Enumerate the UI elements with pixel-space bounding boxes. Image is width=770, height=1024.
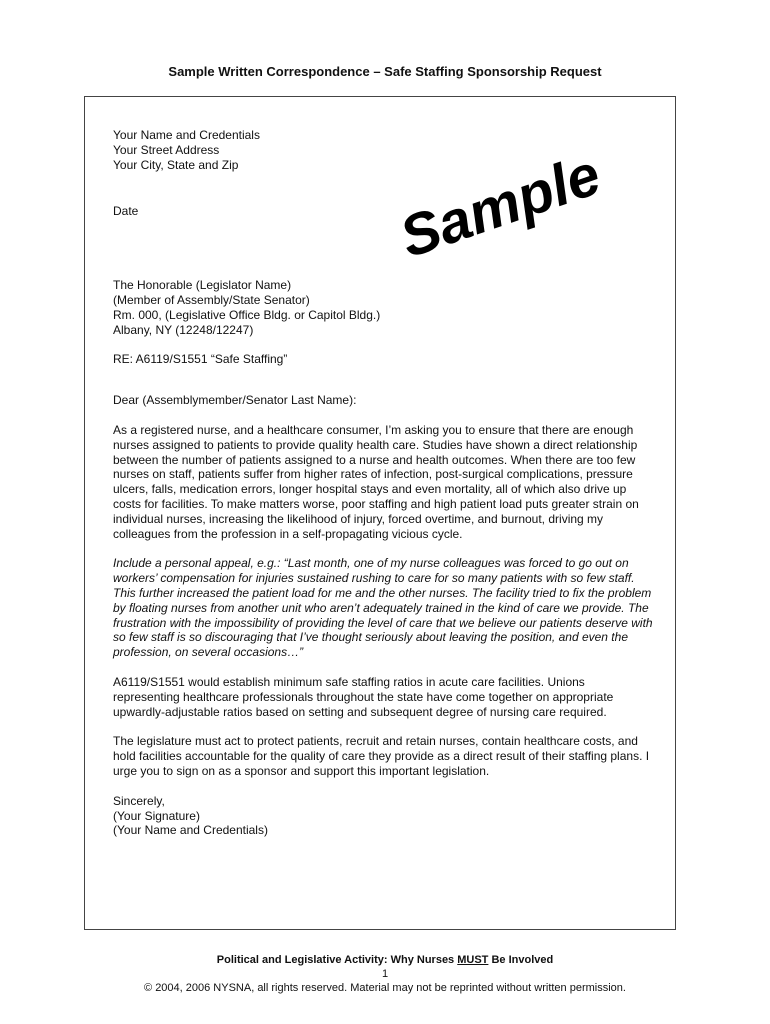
footer-title	[0, 954, 770, 966]
paragraph-line: representing healthcare professionals throughout the state have come together on appropriate	[113, 689, 614, 704]
re-line	[113, 352, 683, 367]
letter-closing	[113, 794, 683, 838]
copyright-notice: © 2004, 2006 NYSNA, all rights reserved. Material may not be reprinted without written permission.	[144, 982, 626, 994]
paragraph-line: As a registered nurse, and a healthcare consumer, I’m asking you to ensure that there are enough	[113, 422, 634, 437]
paragraph-line: by floating nurses from another unit who aren’t adequately trained in the kind of care we provide. The	[113, 600, 649, 615]
page-title: Sample Written Correspondence – Safe Staffing Sponsorship Request	[168, 64, 602, 79]
recipient-line: Rm. 000, (Legislative Office Bldg. or Capitol Bldg.)	[113, 307, 381, 322]
paragraph-personal-appeal	[113, 556, 683, 660]
recipient-address	[113, 278, 683, 337]
paragraph-line: profession, on several occasions…”	[113, 645, 304, 660]
paragraph-bill-summary	[113, 675, 683, 719]
paragraph-line: between the number of patients assigned to a nurse and health outcomes. When there are too few	[113, 452, 636, 467]
paragraph-intro	[113, 423, 683, 541]
sender-address	[113, 128, 683, 172]
closing-line: Sincerely,	[113, 793, 165, 808]
date-line: Date	[113, 204, 139, 219]
footer-title-end: Be Involved	[488, 954, 554, 966]
recipient-line: Albany, NY (12248/12247)	[113, 322, 254, 337]
paragraph-line: The legislature must act to protect patients, recruit and retain nurses, contain healthcare costs, and	[113, 734, 638, 749]
paragraph-call-to-action	[113, 734, 683, 778]
recipient-line: (Member of Assembly/State Senator)	[113, 292, 310, 307]
paragraph-line: individual nurses, increasing the likelihood of injury, forced overtime, and burnout, driving my	[113, 511, 604, 526]
salutation	[113, 393, 683, 408]
sender-line: Your Street Address	[113, 142, 220, 157]
sender-line: Your City, State and Zip	[113, 157, 239, 172]
closing-line: (Your Name and Credentials)	[113, 823, 268, 838]
paragraph-line: workers’ compensation for injuries sustained rushing to care for so many patients with so few staff.	[113, 571, 635, 586]
page-number: 1	[381, 968, 389, 980]
paragraph-line: nurses assigned to patients to provide quality health care. Studies have shown a direct relationship	[113, 437, 638, 452]
footer-title-start: Political and Legislative Activity: Why Nurses	[216, 954, 458, 966]
sample-watermark-text: Sample	[403, 150, 609, 270]
paragraph-line: This further increased the patient load for me and the other nurses. The facility tried to fix the problem	[113, 585, 652, 600]
paragraph-line: nurses on staff, patients suffer from higher rates of infection, post-surgical complications, pressure	[113, 467, 633, 482]
paragraph-line: so few staff is so discouraging that I’ve thought seriously about leaving the position, and even the	[113, 630, 628, 645]
salutation-text: Dear (Assemblymember/Senator Last Name):	[113, 393, 357, 408]
paragraph-line: urge you to sign on as a sponsor and support this important legislation.	[113, 763, 490, 778]
paragraph-line: colleagues from the profession in a self-propagating vicious cycle.	[113, 526, 463, 541]
paragraph-line: ulcers, falls, medication errors, longer hospital stays and even mortality, all of which also drive up	[113, 482, 627, 497]
paragraph-line: Include a personal appeal, e.g.: “Last month, one of my nurse colleagues was forced to go out on	[113, 556, 629, 571]
footer-title-emphasis: MUST	[457, 954, 489, 966]
letter-date	[113, 204, 683, 219]
sender-line: Your Name and Credentials	[113, 128, 260, 142]
recipient-line: The Honorable (Legislator Name)	[113, 278, 292, 293]
paragraph-line: upwardly-adjustable ratios based on setting and subsequent degree of nursing care required.	[113, 704, 607, 719]
paragraph-line: frustration with the impossibility of providing the level of care that we believe our patients deserve with	[113, 615, 653, 630]
paragraph-line: A6119/S1551 would establish minimum safe staffing ratios in acute care facilities. Unions	[113, 674, 585, 689]
closing-line: (Your Signature)	[113, 808, 200, 823]
letter-body	[113, 128, 683, 838]
re-text: RE: A6119/S1551 “Safe Staffing”	[113, 352, 288, 367]
paragraph-line: hold facilities accountable for the quality of care they provide as a direct result of their staffing plans. I	[113, 749, 650, 764]
paragraph-line: costs for facilities. To make matters worse, poor staffing and high patient load puts greater strain on	[113, 496, 639, 511]
